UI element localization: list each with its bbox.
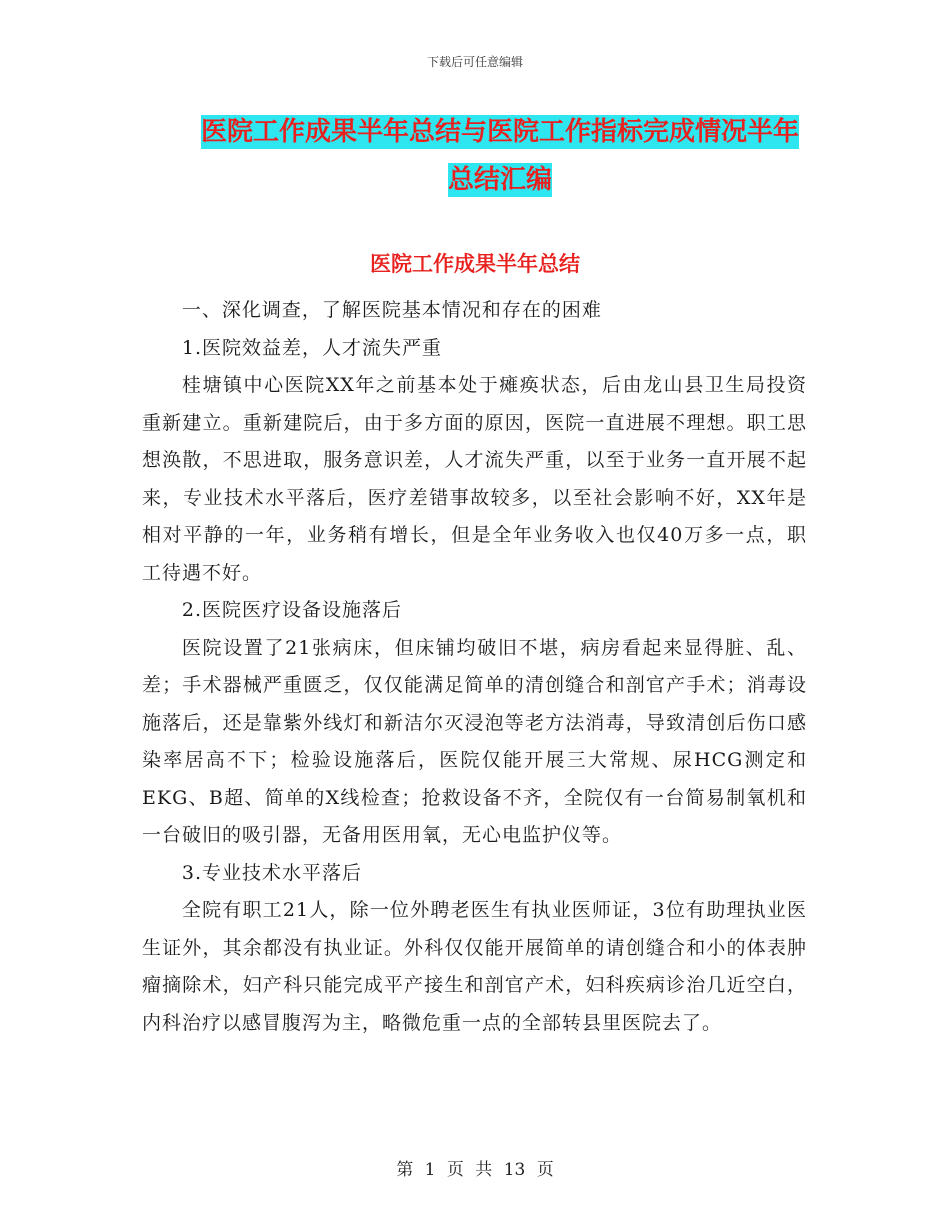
heading-part-one: 一、深化调查，了解医院基本情况和存在的困难 [181,299,602,321]
document-title-line-2: 总结汇编 [447,165,552,195]
page-header-note: 下载后可任意编辑 [426,55,523,69]
document-body [142,292,807,1042]
section-title: 医院工作成果半年总结 [370,252,580,276]
subheading-2: 2.医院医疗设备设施落后 [181,599,403,621]
document-title-line-1: 医院工作成果半年总结与医院工作指标完成情况半年 [200,117,799,147]
subheading-3: 3.专业技术水平落后 [181,861,363,884]
document-title [150,108,850,204]
paragraph-2: 医院设置了21张病床，但床铺均破旧不堪，病房看起来显得脏、乱、差；手术器械严重匮乏，仅仅能满足简单的清创缝合和剖官产手术；消毒设施落后，还是靠紫外线灯和新洁尔灭浸泡等老方法消毒，导致清创后伤口感染率居高不下；检验设施落后，医院仅能开展三大常规、尿HCG测定和EKG、B超、简单的X线检查；抢救设备不齐，全院仅有一台简易制氧机和一台破旧的吸引器，无备用医用氧，无心电监护仪等。 [142,636,807,846]
paragraph-3: 全院有职工21人，除一位外聘老医生有执业医师证，3位有助理执业医生证外，其余都没有执业证。外科仅仅能开展简单的请创缝合和小的体表肿瘤摘除术，妇产科只能完成平产接生和剖官产术，妇科疾病诊治几近空白，内科治疗以感冒腹泻为主，略微危重一点的全部转县里医院去了。 [142,899,807,1034]
page-number-footer: 第 1 页 共 13 页 [396,1160,554,1180]
subheading-1: 1.医院效益差，人才流失严重 [181,336,443,359]
paragraph-1: 桂塘镇中心医院XX年之前基本处于瘫痪状态，后由龙山县卫生局投资重新建立。重新建院后，由于多方面的原因，医院一直进展不理想。职工思想涣散，不思进取，服务意识差，人才流失严重，以至于业务一直开展不起来，专业技术水平落后，医疗差错事故较多，以至社会影响不好，XX年是相对平静的一年，业务稍有增长，但是全年业务收入也仅40万多一点，职工待遇不好。 [142,374,807,584]
